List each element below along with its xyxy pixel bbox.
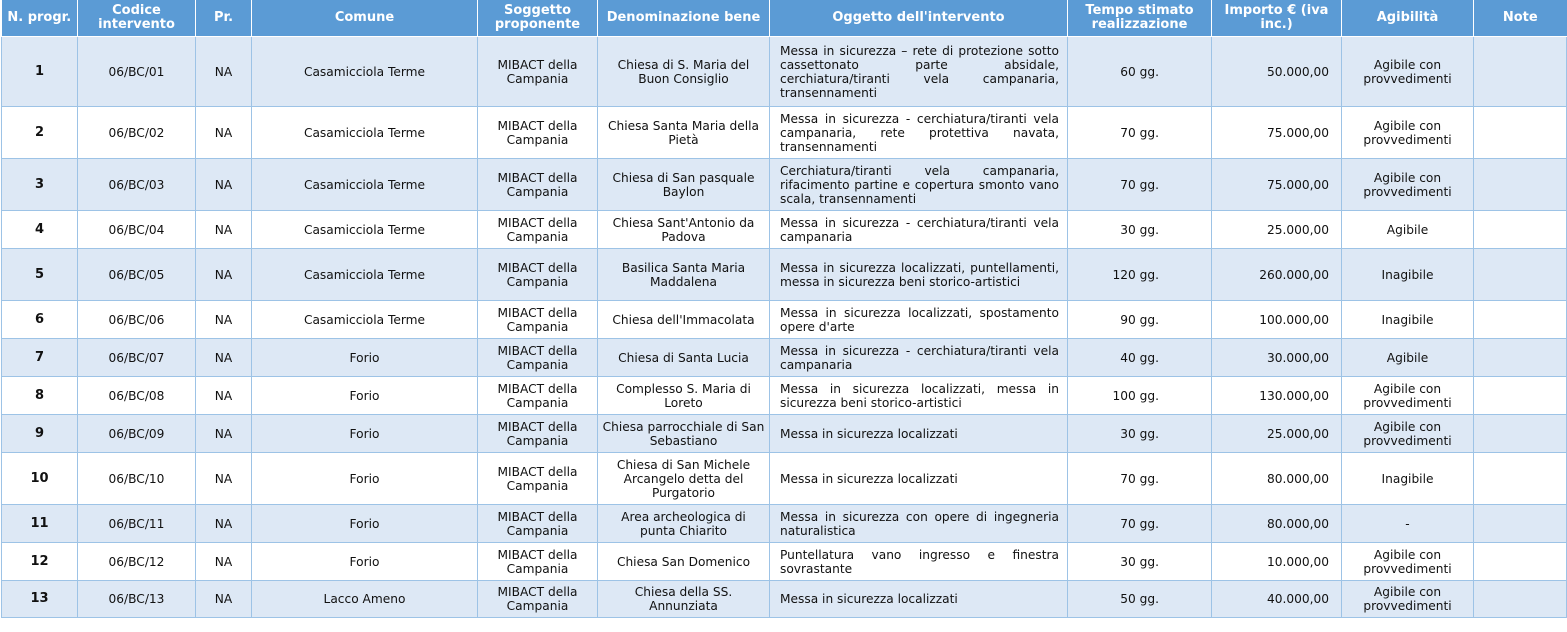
table-row [2,249,1567,301]
comune-cell: Forio [252,377,478,415]
importo-cell: 75.000,00 [1212,107,1342,159]
table-row [2,107,1567,159]
importo-cell: 75.000,00 [1212,159,1342,211]
importo-cell: 30.000,00 [1212,339,1342,377]
note-cell [1474,505,1567,543]
table-row [2,415,1567,453]
table-row [2,543,1567,581]
codice-cell: 06/BC/13 [78,581,196,618]
codice-cell: 06/BC/08 [78,377,196,415]
codice-cell: 06/BC/04 [78,211,196,249]
importo-cell: 80.000,00 [1212,453,1342,505]
soggetto-cell: MIBACT della Campania [478,543,598,581]
tempo-cell: 50 gg. [1068,581,1212,618]
note-cell [1474,37,1567,107]
row-number: 5 [2,249,78,301]
comune-cell: Casamicciola Terme [252,249,478,301]
soggetto-cell: MIBACT della Campania [478,505,598,543]
comune-cell: Forio [252,453,478,505]
row-number: 7 [2,339,78,377]
tempo-cell: 40 gg. [1068,339,1212,377]
tempo-cell: 30 gg. [1068,543,1212,581]
table-body [2,37,1567,618]
soggetto-cell: MIBACT della Campania [478,415,598,453]
tempo-cell: 60 gg. [1068,37,1212,107]
tempo-cell: 70 gg. [1068,505,1212,543]
note-cell [1474,339,1567,377]
importo-cell: 25.000,00 [1212,211,1342,249]
provincia-cell: NA [196,301,252,339]
header-codice: Codice intervento [78,0,196,37]
oggetto-cell: Messa in sicurezza - cerchiatura/tiranti vela campanaria [770,211,1068,249]
soggetto-cell: MIBACT della Campania [478,453,598,505]
row-number: 1 [2,37,78,107]
agibilita-cell: Agibile [1342,339,1474,377]
agibilita-cell: Agibile con provvedimenti [1342,415,1474,453]
comune-cell: Forio [252,505,478,543]
oggetto-cell: Messa in sicurezza localizzati, messa in sicurezza beni storico-artistici [770,377,1068,415]
importo-cell: 100.000,00 [1212,301,1342,339]
codice-cell: 06/BC/12 [78,543,196,581]
tempo-cell: 30 gg. [1068,415,1212,453]
provincia-cell: NA [196,249,252,301]
provincia-cell: NA [196,581,252,618]
table-row [2,159,1567,211]
tempo-cell: 90 gg. [1068,301,1212,339]
tempo-cell: 100 gg. [1068,377,1212,415]
soggetto-cell: MIBACT della Campania [478,581,598,618]
tempo-cell: 70 gg. [1068,159,1212,211]
header-note: Note [1474,0,1567,37]
note-cell [1474,107,1567,159]
denominazione-cell: Chiesa parrocchiale di San Sebastiano [598,415,770,453]
denominazione-cell: Chiesa di S. Maria del Buon Consiglio [598,37,770,107]
agibilita-cell: Agibile con provvedimenti [1342,159,1474,211]
soggetto-cell: MIBACT della Campania [478,211,598,249]
denominazione-cell: Chiesa di San Michele Arcangelo detta del Purgatorio [598,453,770,505]
denominazione-cell: Chiesa di Santa Lucia [598,339,770,377]
oggetto-cell: Messa in sicurezza - cerchiatura/tiranti vela campanaria [770,339,1068,377]
agibilita-cell: - [1342,505,1474,543]
soggetto-cell: MIBACT della Campania [478,159,598,211]
denominazione-cell: Chiesa della SS. Annunziata [598,581,770,618]
comune-cell: Casamicciola Terme [252,37,478,107]
tempo-cell: 30 gg. [1068,211,1212,249]
header-n-progr: N. progr. [2,0,78,37]
provincia-cell: NA [196,211,252,249]
note-cell [1474,301,1567,339]
denominazione-cell: Area archeologica di punta Chiarito [598,505,770,543]
header-importo: Importo € (iva inc.) [1212,0,1342,37]
comune-cell: Forio [252,339,478,377]
comune-cell: Casamicciola Terme [252,211,478,249]
oggetto-cell: Messa in sicurezza localizzati [770,581,1068,618]
row-number: 8 [2,377,78,415]
oggetto-cell: Puntellatura vano ingresso e finestra sovrastante [770,543,1068,581]
comune-cell: Casamicciola Terme [252,159,478,211]
oggetto-cell: Messa in sicurezza localizzati, spostamento opere d'arte [770,301,1068,339]
codice-cell: 06/BC/03 [78,159,196,211]
provincia-cell: NA [196,159,252,211]
denominazione-cell: Chiesa Sant'Antonio da Padova [598,211,770,249]
row-number: 2 [2,107,78,159]
denominazione-cell: Chiesa dell'Immacolata [598,301,770,339]
table-row [2,37,1567,107]
comune-cell: Forio [252,415,478,453]
codice-cell: 06/BC/06 [78,301,196,339]
tempo-cell: 70 gg. [1068,453,1212,505]
codice-cell: 06/BC/05 [78,249,196,301]
tempo-cell: 120 gg. [1068,249,1212,301]
codice-cell: 06/BC/07 [78,339,196,377]
provincia-cell: NA [196,415,252,453]
provincia-cell: NA [196,453,252,505]
note-cell [1474,159,1567,211]
table-header-row [2,0,1567,37]
denominazione-cell: Complesso S. Maria di Loreto [598,377,770,415]
codice-cell: 06/BC/01 [78,37,196,107]
header-comune: Comune [252,0,478,37]
denominazione-cell: Basilica Santa Maria Maddalena [598,249,770,301]
agibilita-cell: Agibile con provvedimenti [1342,543,1474,581]
table-row [2,505,1567,543]
oggetto-cell: Messa in sicurezza localizzati [770,415,1068,453]
oggetto-cell: Cerchiatura/tiranti vela campanaria, rifacimento partine e copertura smonto vano scala, transennamenti [770,159,1068,211]
agibilita-cell: Agibile con provvedimenti [1342,377,1474,415]
denominazione-cell: Chiesa San Domenico [598,543,770,581]
row-number: 11 [2,505,78,543]
note-cell [1474,581,1567,618]
denominazione-cell: Chiesa di San pasquale Baylon [598,159,770,211]
table-row [2,453,1567,505]
header-soggetto: Soggetto proponente [478,0,598,37]
agibilita-cell: Agibile [1342,211,1474,249]
denominazione-cell: Chiesa Santa Maria della Pietà [598,107,770,159]
header-oggetto: Oggetto dell'intervento [770,0,1068,37]
codice-cell: 06/BC/02 [78,107,196,159]
agibilita-cell: Inagibile [1342,453,1474,505]
table-row [2,301,1567,339]
soggetto-cell: MIBACT della Campania [478,249,598,301]
oggetto-cell: Messa in sicurezza con opere di ingegneria naturalistica [770,505,1068,543]
agibilita-cell: Agibile con provvedimenti [1342,107,1474,159]
row-number: 13 [2,581,78,618]
comune-cell: Casamicciola Terme [252,301,478,339]
note-cell [1474,415,1567,453]
provincia-cell: NA [196,37,252,107]
table-row [2,377,1567,415]
soggetto-cell: MIBACT della Campania [478,107,598,159]
oggetto-cell: Messa in sicurezza - cerchiatura/tiranti vela campanaria, rete protettiva navata, transennamenti [770,107,1068,159]
header-denominazione: Denominazione bene [598,0,770,37]
importo-cell: 25.000,00 [1212,415,1342,453]
soggetto-cell: MIBACT della Campania [478,377,598,415]
provincia-cell: NA [196,377,252,415]
agibilita-cell: Inagibile [1342,249,1474,301]
row-number: 10 [2,453,78,505]
importo-cell: 40.000,00 [1212,581,1342,618]
provincia-cell: NA [196,543,252,581]
row-number: 4 [2,211,78,249]
note-cell [1474,453,1567,505]
importo-cell: 80.000,00 [1212,505,1342,543]
importo-cell: 10.000,00 [1212,543,1342,581]
header-agibilita: Agibilità [1342,0,1474,37]
codice-cell: 06/BC/10 [78,453,196,505]
header-provincia: Pr. [196,0,252,37]
soggetto-cell: MIBACT della Campania [478,301,598,339]
agibilita-cell: Inagibile [1342,301,1474,339]
importo-cell: 130.000,00 [1212,377,1342,415]
agibilita-cell: Agibile con provvedimenti [1342,581,1474,618]
comune-cell: Lacco Ameno [252,581,478,618]
header-tempo: Tempo stimato realizzazione [1068,0,1212,37]
tempo-cell: 70 gg. [1068,107,1212,159]
table-row [2,339,1567,377]
provincia-cell: NA [196,339,252,377]
row-number: 6 [2,301,78,339]
row-number: 3 [2,159,78,211]
comune-cell: Casamicciola Terme [252,107,478,159]
comune-cell: Forio [252,543,478,581]
row-number: 9 [2,415,78,453]
codice-cell: 06/BC/09 [78,415,196,453]
oggetto-cell: Messa in sicurezza localizzati, puntellamenti, messa in sicurezza beni storico-artistici [770,249,1068,301]
row-number: 12 [2,543,78,581]
note-cell [1474,249,1567,301]
codice-cell: 06/BC/11 [78,505,196,543]
note-cell [1474,377,1567,415]
provincia-cell: NA [196,505,252,543]
agibilita-cell: Agibile con provvedimenti [1342,37,1474,107]
note-cell [1474,211,1567,249]
table-row [2,211,1567,249]
soggetto-cell: MIBACT della Campania [478,339,598,377]
oggetto-cell: Messa in sicurezza localizzati [770,453,1068,505]
table-row [2,581,1567,618]
provincia-cell: NA [196,107,252,159]
interventions-table [1,0,1567,618]
importo-cell: 260.000,00 [1212,249,1342,301]
soggetto-cell: MIBACT della Campania [478,37,598,107]
note-cell [1474,543,1567,581]
oggetto-cell: Messa in sicurezza – rete di protezione sotto cassettonato parte absidale, cerchiatura/tiranti vela campanaria, transennamenti [770,37,1068,107]
importo-cell: 50.000,00 [1212,37,1342,107]
